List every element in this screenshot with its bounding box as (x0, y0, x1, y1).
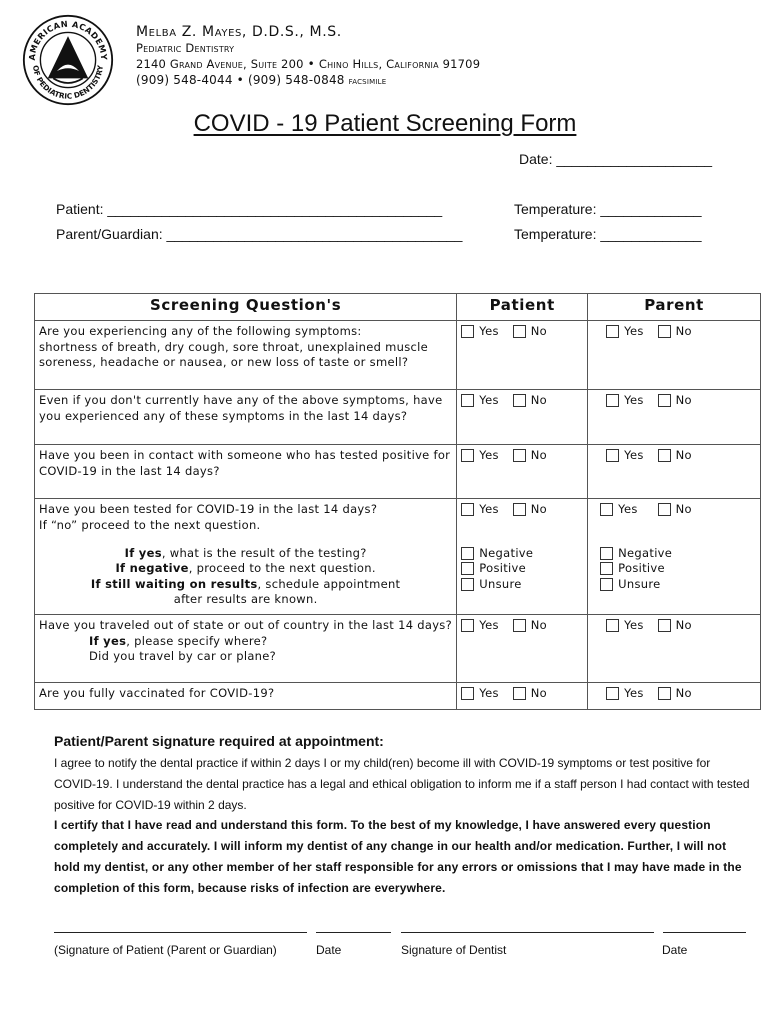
fax-label: facsimile (348, 76, 387, 87)
option-label: Yes (624, 686, 644, 700)
question-text: Have you been in contact with someone who has tested positive for COVID-19 in the last 14 days? (35, 445, 457, 499)
checkbox-icon (658, 325, 671, 338)
checkbox-icon (461, 578, 474, 591)
question-text: Have you traveled out of state or out of country in the last 14 days? (39, 618, 453, 632)
table-row (35, 499, 761, 543)
option-label: Yes (618, 502, 638, 516)
table-row (35, 543, 761, 615)
certify-paragraph: I certify that I have read and understand this form. To the best of my knowledge, I have answered every question completely and accurately. I will inform my dentist of any change in our health and/or medication. Further, I will not hold my dentist, or any other member of her staff responsible for any errors or omissions that I may have made in the completion of this form, because risks of infection are everywhere. (54, 818, 742, 895)
followup-text: , schedule appointment (257, 576, 401, 591)
parent-unsure-checkbox[interactable] (600, 577, 756, 593)
option-label: No (675, 618, 692, 632)
option-label: No (675, 393, 692, 407)
parent-yes-checkbox[interactable] (606, 618, 643, 634)
patient-temperature-field[interactable]: Temperature: _____________ (514, 201, 702, 217)
option-label: Positive (618, 561, 665, 575)
patient-no-checkbox[interactable] (513, 324, 547, 340)
parent-positive-checkbox[interactable] (600, 561, 756, 577)
table-row (35, 683, 761, 710)
patient-no-checkbox[interactable] (513, 448, 547, 464)
checkbox-icon (513, 394, 526, 407)
option-label: No (530, 686, 547, 700)
option-label: No (530, 502, 547, 516)
question-text: Are you fully vaccinated for COVID-19? (35, 683, 457, 710)
checkbox-icon (461, 687, 474, 700)
svg-text:AMERICAN ACADEMY: AMERICAN ACADEMY (26, 18, 110, 61)
notify-paragraph: I agree to notify the dental practice if within 2 days I or my child(ren) become ill with COVID-19 symptoms or test positive for COVID-19. I understand the dental practice has a legal and ethical obligation to inform me if a staff person I had contact with tested positive for COVID-19 within 2 days. (54, 756, 750, 812)
emphasis-text: If yes (124, 545, 162, 560)
checkbox-icon (513, 619, 526, 632)
table-row (35, 390, 761, 445)
parent-yes-checkbox[interactable] (606, 324, 643, 340)
option-label: No (675, 448, 692, 462)
checkbox-icon (600, 578, 613, 591)
parent-yes-checkbox[interactable] (606, 686, 643, 702)
checkbox-icon (461, 619, 474, 632)
patient-name-field[interactable]: Patient: ___________________________________________ (56, 201, 443, 217)
patient-negative-checkbox[interactable] (461, 546, 583, 562)
phone-number: (909) 548-4044 (136, 73, 233, 87)
parent-no-checkbox[interactable] (658, 502, 692, 518)
checkbox-icon (513, 687, 526, 700)
checkbox-icon (513, 325, 526, 338)
header-questions: Screening Question's (35, 294, 457, 321)
option-label: Yes (624, 448, 644, 462)
checkbox-icon (600, 503, 613, 516)
checkbox-icon (606, 687, 619, 700)
option-label: No (675, 324, 692, 338)
followup-text: , please specify where? (126, 633, 268, 648)
checkbox-icon (606, 394, 619, 407)
patient-unsure-checkbox[interactable] (461, 577, 583, 593)
checkbox-icon (606, 449, 619, 462)
bullet-separator: • (236, 73, 248, 87)
option-label: No (530, 324, 547, 338)
option-label: Negative (618, 545, 673, 560)
checkbox-icon (461, 325, 474, 338)
option-label: Yes (624, 618, 644, 632)
guardian-name-field[interactable]: Parent/Guardian: ______________________________________ (56, 226, 463, 242)
checkbox-icon (513, 503, 526, 516)
patient-yes-checkbox[interactable] (461, 448, 498, 464)
specialty: Pediatric Dentistry (136, 41, 235, 55)
question-text: Have you been tested for COVID-19 in the last 14 days? If “no” proceed to the next question. (35, 499, 457, 543)
question-text: Are you experiencing any of the following symptoms: shortness of breath, dry cough, sore throat, unexplained muscle soreness, headache or nausea, or new loss of taste or smell? (35, 321, 457, 390)
option-label: No (675, 502, 692, 516)
patient-signature-line[interactable] (54, 932, 307, 933)
testing-followup-text (35, 543, 457, 615)
checkbox-icon (658, 619, 671, 632)
followup-text: , what is the result of the testing? (161, 545, 367, 560)
question-cell (35, 615, 457, 683)
checkbox-icon (658, 503, 671, 516)
checkbox-icon (606, 325, 619, 338)
option-label: Yes (479, 502, 499, 516)
option-label: No (530, 618, 547, 632)
followup-text: , proceed to the next question. (188, 561, 376, 575)
patient-no-checkbox[interactable] (513, 393, 547, 409)
followup-text: after results are known. (173, 592, 318, 606)
header-parent: Parent (588, 294, 761, 321)
table-row (35, 321, 761, 390)
parent-yes-checkbox[interactable] (600, 502, 637, 518)
option-label: Yes (624, 324, 644, 338)
option-label: Negative (479, 545, 534, 560)
patient-no-checkbox[interactable] (513, 686, 547, 702)
parent-no-checkbox[interactable] (658, 324, 692, 340)
svg-text:OF PEDIATRIC DENTISTRY: OF PEDIATRIC DENTISTRY (30, 64, 105, 101)
emphasis-text: If still waiting on results (90, 576, 258, 591)
table-header-row (35, 294, 761, 321)
checkbox-icon (461, 503, 474, 516)
parent-yes-checkbox[interactable] (606, 448, 643, 464)
option-label: Yes (479, 448, 499, 462)
patient-result-options (457, 543, 588, 615)
fax-number: (909) 548-0848 (247, 73, 345, 87)
patient-yes-checkbox[interactable] (461, 324, 498, 340)
option-label: No (675, 686, 692, 700)
parent-yes-checkbox[interactable] (606, 393, 643, 409)
dentist-date-label: Date (662, 943, 688, 957)
patient-positive-checkbox[interactable] (461, 561, 583, 577)
checkbox-icon (461, 547, 474, 560)
option-label: Yes (479, 393, 499, 407)
patient-yes-checkbox[interactable] (461, 393, 498, 409)
checkbox-icon (658, 449, 671, 462)
checkbox-icon (461, 562, 474, 575)
option-label: No (530, 393, 547, 407)
patient-yes-checkbox[interactable] (461, 618, 498, 634)
bullet-separator: • (307, 57, 319, 71)
checkbox-icon (658, 394, 671, 407)
city-state-zip: Chino Hills, California 91709 (318, 57, 481, 71)
option-label: Unsure (479, 576, 522, 591)
patient-no-checkbox[interactable] (513, 502, 547, 518)
checkbox-icon (513, 449, 526, 462)
option-label: Yes (479, 324, 499, 338)
patient-signature-label: (Signature of Patient (Parent or Guardian) (54, 943, 277, 957)
letterhead (136, 24, 480, 90)
patient-yes-checkbox[interactable] (461, 686, 498, 702)
aapd-seal-logo (22, 14, 114, 106)
parent-result-options (588, 543, 761, 615)
patient-no-checkbox[interactable] (513, 618, 547, 634)
emphasis-text: If yes (89, 633, 127, 648)
table-row (35, 615, 761, 683)
followup-text: Did you travel by car or plane? (89, 649, 277, 663)
table-row (35, 445, 761, 499)
option-label: Yes (479, 686, 499, 700)
dentist-name: Melba Z. Mayes, D.D.S., M.S. (136, 24, 342, 40)
option-label: Positive (479, 561, 527, 575)
emphasis-text: If negative (115, 561, 189, 575)
option-label: Yes (479, 618, 499, 632)
checkbox-icon (658, 687, 671, 700)
patient-date-label: Date (316, 943, 342, 957)
dentist-signature-label: Signature of Dentist (401, 943, 507, 957)
option-label: No (530, 448, 547, 462)
dentist-date-line[interactable] (663, 932, 746, 933)
checkbox-icon (461, 394, 474, 407)
header-patient: Patient (457, 294, 588, 321)
checkbox-icon (600, 562, 613, 575)
checkbox-icon (461, 449, 474, 462)
parent-negative-checkbox[interactable] (600, 546, 756, 562)
checkbox-icon (606, 619, 619, 632)
date-field[interactable]: Date: ____________________ (519, 151, 713, 167)
patient-yes-checkbox[interactable] (461, 502, 498, 518)
form-title: COVID - 19 Patient Screening Form (193, 110, 577, 137)
patient-date-line[interactable] (316, 932, 391, 933)
parent-no-checkbox[interactable] (658, 618, 692, 634)
parent-no-checkbox[interactable] (658, 686, 692, 702)
screening-table (34, 293, 761, 710)
dentist-signature-line[interactable] (401, 932, 654, 933)
checkbox-icon (600, 547, 613, 560)
option-label: Unsure (618, 576, 661, 591)
guardian-temperature-field[interactable]: Temperature: _____________ (514, 226, 702, 242)
parent-no-checkbox[interactable] (658, 393, 692, 409)
signature-heading: Patient/Parent signature required at appointment: (54, 733, 384, 749)
parent-no-checkbox[interactable] (658, 448, 692, 464)
option-label: Yes (624, 393, 644, 407)
street-address: 2140 Grand Avenue, Suite 200 (136, 57, 304, 71)
question-text: Even if you don't currently have any of the above symptoms, have you experienced any of these symptoms in the last 14 days? (35, 390, 457, 445)
